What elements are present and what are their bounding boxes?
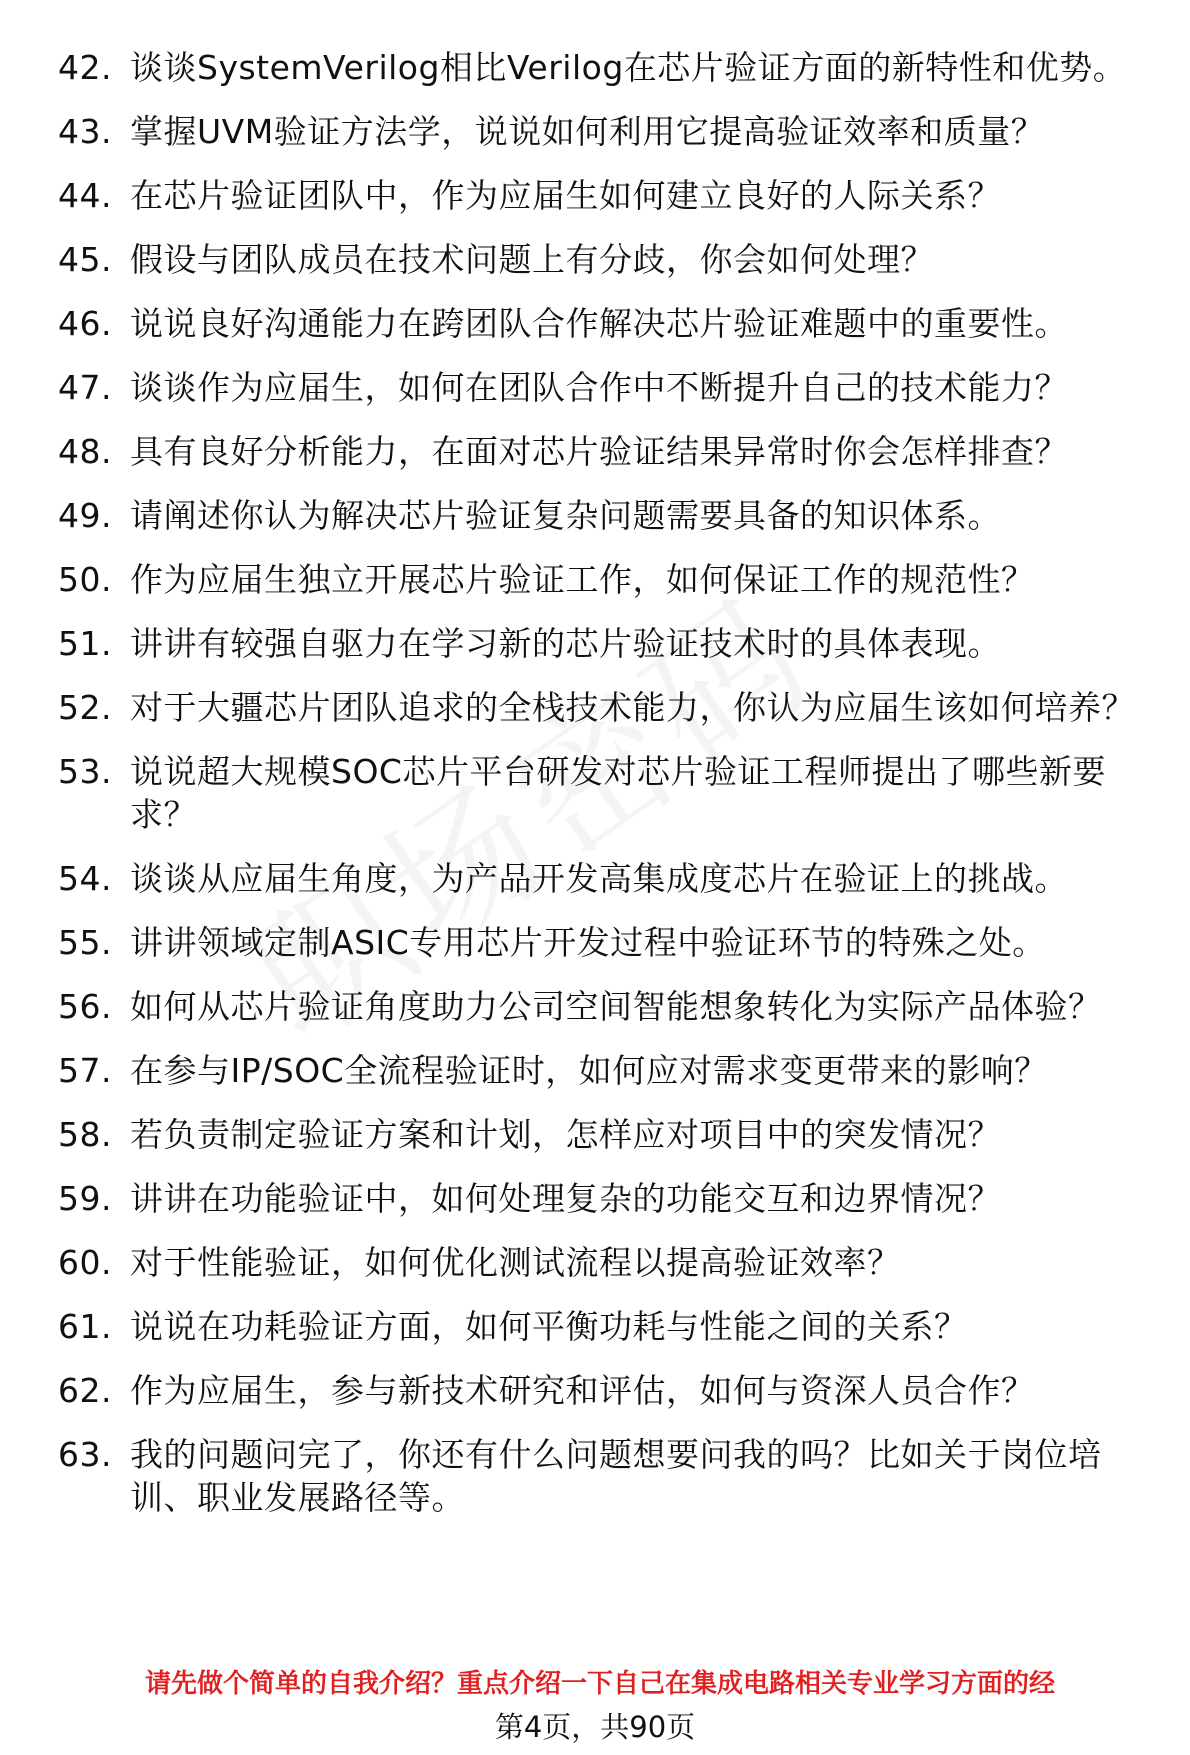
question-text: 在参与IP/SOC全流程验证时，如何应对需求变更带来的影响？: [130, 1051, 1048, 1090]
question-number: 63.: [58, 1435, 112, 1474]
list-item: [58, 1177, 1158, 1220]
list-item: [58, 238, 1158, 281]
question-number: 46.: [58, 304, 112, 343]
question-text: 掌握UVM验证方法学，说说如何利用它提高验证效率和质量？: [130, 112, 1045, 151]
question-text: 对于性能验证，如何优化测试流程以提高验证效率？: [130, 1243, 901, 1282]
question-number: 45.: [58, 240, 112, 279]
question-text: 讲讲领域定制ASIC专用芯片开发过程中验证环节的特殊之处。: [130, 923, 1046, 962]
list-item: [58, 622, 1158, 665]
list-item: [58, 366, 1158, 409]
question-text: 作为应届生，参与新技术研究和评估，如何与资深人员合作？: [130, 1371, 1035, 1410]
question-number: 52.: [58, 688, 112, 727]
question-number: 51.: [58, 624, 112, 663]
list-item: [58, 302, 1158, 345]
question-text: 谈谈作为应届生，如何在团队合作中不断提升自己的技术能力？: [130, 368, 1068, 407]
question-number: 43.: [58, 112, 112, 151]
list-item: [58, 46, 1158, 89]
question-number: 47.: [58, 368, 112, 407]
question-number: 55.: [58, 923, 112, 962]
question-text: 在芯片验证团队中，作为应届生如何建立良好的人际关系？: [130, 176, 1001, 215]
question-number: 60.: [58, 1243, 112, 1282]
list-item: [58, 174, 1158, 217]
question-text: 假设与团队成员在技术问题上有分歧，你会如何处理？: [130, 240, 934, 279]
question-number: 50.: [58, 560, 112, 599]
question-number: 54.: [58, 859, 112, 898]
question-text: 对于大疆芯片团队追求的全栈技术能力，你认为应届生该如何培养？: [130, 688, 1135, 727]
footer-highlight-text: 请先做个简单的自我介绍？重点介绍一下自己在集成电路相关专业学习方面的经: [144, 1669, 1055, 1699]
question-text: 请阐述你认为解决芯片验证复杂问题需要具备的知识体系。: [130, 496, 1001, 535]
question-number: 56.: [58, 987, 112, 1026]
question-text: 说说在功耗验证方面，如何平衡功耗与性能之间的关系？: [130, 1307, 968, 1346]
question-text: 若负责制定验证方案和计划，怎样应对项目中的突发情况？: [130, 1115, 1001, 1154]
question-text: 谈谈从应届生角度，为产品开发高集成度芯片在验证上的挑战。: [130, 859, 1068, 898]
question-text: 具有良好分析能力，在面对芯片验证结果异常时你会怎样排查？: [130, 432, 1068, 471]
question-text: 说说超大规模SOC芯片平台研发对芯片验证工程师提出了哪些新要求？: [130, 752, 1106, 834]
question-number: 57.: [58, 1051, 112, 1090]
list-item: [58, 921, 1158, 964]
list-item: [58, 1305, 1158, 1348]
list-item: [58, 1241, 1158, 1284]
question-text: 作为应届生独立开展芯片验证工作，如何保证工作的规范性？: [130, 560, 1035, 599]
question-text: 讲讲在功能验证中，如何处理复杂的功能交互和边界情况？: [130, 1179, 1001, 1218]
question-number: 49.: [58, 496, 112, 535]
list-item: [58, 1113, 1158, 1156]
question-number: 53.: [58, 752, 112, 791]
question-number: 48.: [58, 432, 112, 471]
page-number: 第4页，共90页: [494, 1710, 696, 1744]
list-item: [58, 430, 1158, 473]
question-number: 61.: [58, 1307, 112, 1346]
question-text: 讲讲有较强自驱力在学习新的芯片验证技术时的具体表现。: [130, 624, 1001, 663]
list-item: [58, 494, 1158, 537]
list-item: [58, 857, 1158, 900]
question-number: 58.: [58, 1115, 112, 1154]
question-text: 说说良好沟通能力在跨团队合作解决芯片验证难题中的重要性。: [130, 304, 1068, 343]
question-text: 如何从芯片验证角度助力公司空间智能想象转化为实际产品体验？: [130, 987, 1102, 1026]
list-item: [58, 1433, 1158, 1519]
list-item: [58, 985, 1158, 1028]
list-item: [58, 558, 1158, 601]
question-text: 谈谈SystemVerilog相比Verilog在芯片验证方面的新特性和优势。: [130, 48, 1127, 87]
question-number: 62.: [58, 1371, 112, 1410]
list-item: [58, 110, 1158, 153]
list-item: [58, 686, 1158, 729]
question-text: 我的问题问完了，你还有什么问题想要问我的吗？比如关于岗位培训、职业发展路径等。: [130, 1435, 1102, 1517]
question-list: [58, 46, 1158, 1540]
list-item: [58, 750, 1158, 836]
list-item: [58, 1369, 1158, 1412]
list-item: [58, 1049, 1158, 1092]
question-number: 44.: [58, 176, 112, 215]
question-number: 59.: [58, 1179, 112, 1218]
question-number: 42.: [58, 48, 112, 87]
